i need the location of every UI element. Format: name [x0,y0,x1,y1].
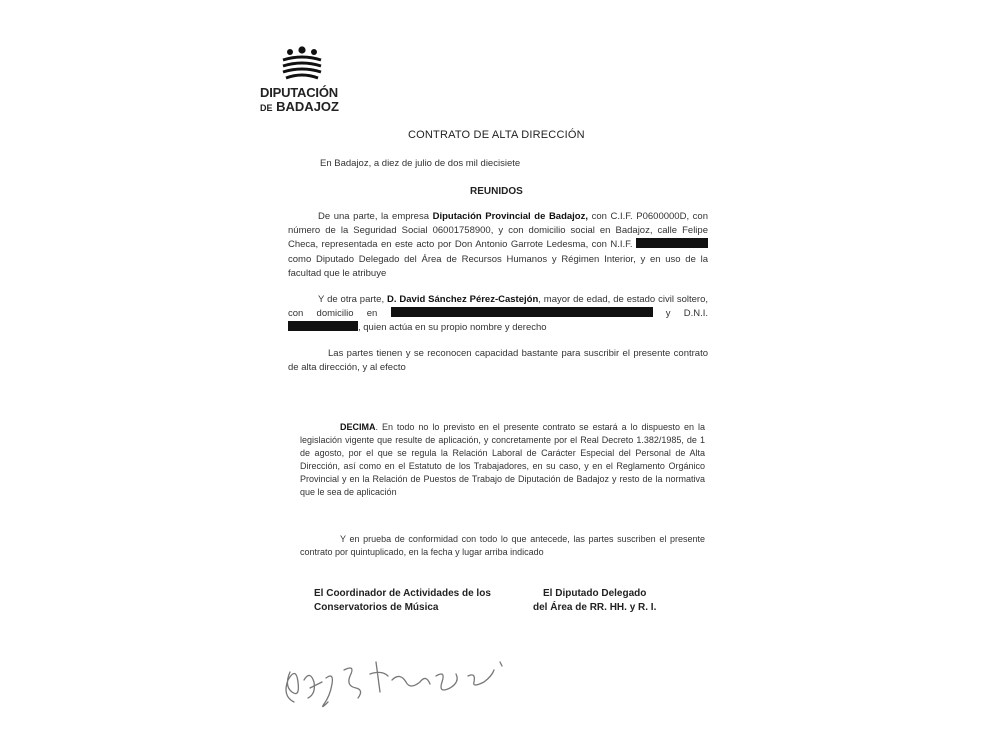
signatory-left [314,587,491,615]
logo-line2-prefix: DE [260,103,273,113]
logo-line1: DIPUTACIÓN [260,85,338,100]
logo-name [260,86,339,115]
place-date: En Badajoz, a diez de julio de dos mil diecisiete [320,158,521,169]
redacted-dni [288,321,358,331]
redacted-address [391,307,653,317]
signatory-right [533,587,656,615]
logo-line2 [260,100,339,115]
signatory-left-line1: El Coordinador de Actividades de los [314,588,491,599]
section-heading: REUNIDOS [470,186,523,197]
document-title: CONTRATO DE ALTA DIRECCIÓN [408,129,585,141]
paragraph-first-party: De una parte, la empresa Diputación Provincial de Badajoz, con C.I.F. P0600000D, con número de la Seguridad Social 06001758900, y con domicilio social en Badajoz, calle Felipe Checa, representada en este acto por Don Antonio Garrote Ledesma, con N.I.F. como Diputado Delegado del Área de Recursos Humanos y Régimen Interior, y en uso de la facultad que le atribuye [288,211,708,279]
signatory-left-line2: Conservatorios de Música [314,602,439,613]
signatory-right-line2: del Área de RR. HH. y R. I. [533,602,657,613]
paragraph-capacity: Las partes tienen y se reconocen capacidad bastante para suscribir el presente contrato de alta dirección, y al efecto [288,348,708,374]
paragraph-decima: DECIMA. En todo no lo previsto en el presente contrato se estará a lo dispuesto en la legislación vigente que resulte de aplicación, y concretamente por el Real Decreto 1.382/1985, de 1 de agosto, por el que se regula la Relación Laboral de Carácter Especial del Personal de Alta Dirección, así como en el Estatuto de los Trabajadores, en su caso, y en el Reglamento Orgánico Provincial y en la Relación de Puestos de Trabajo de Diputación de Badajoz y resto de la normativa que le sea de aplicación [300,422,705,497]
paragraph-second-party: Y de otra parte, D. David Sánchez Pérez-Castejón, mayor de edad, de estado civil soltero, con domicilio en y D.N.I. , quien actúa en su propio nombre y derecho [288,294,708,334]
logo-emblem-icon [278,46,328,84]
logo-line2-main: BADAJOZ [276,99,339,114]
signatory-right-line1: El Diputado Delegado [543,588,647,599]
paragraph-conformity: Y en prueba de conformidad con todo lo que antecede, las partes suscriben el presente contrato por quintuplicado, en la fecha y lugar arriba indicado [300,534,705,557]
handwritten-signature [280,652,520,712]
redacted-nif [636,238,708,248]
diputacion-logo [258,46,358,121]
